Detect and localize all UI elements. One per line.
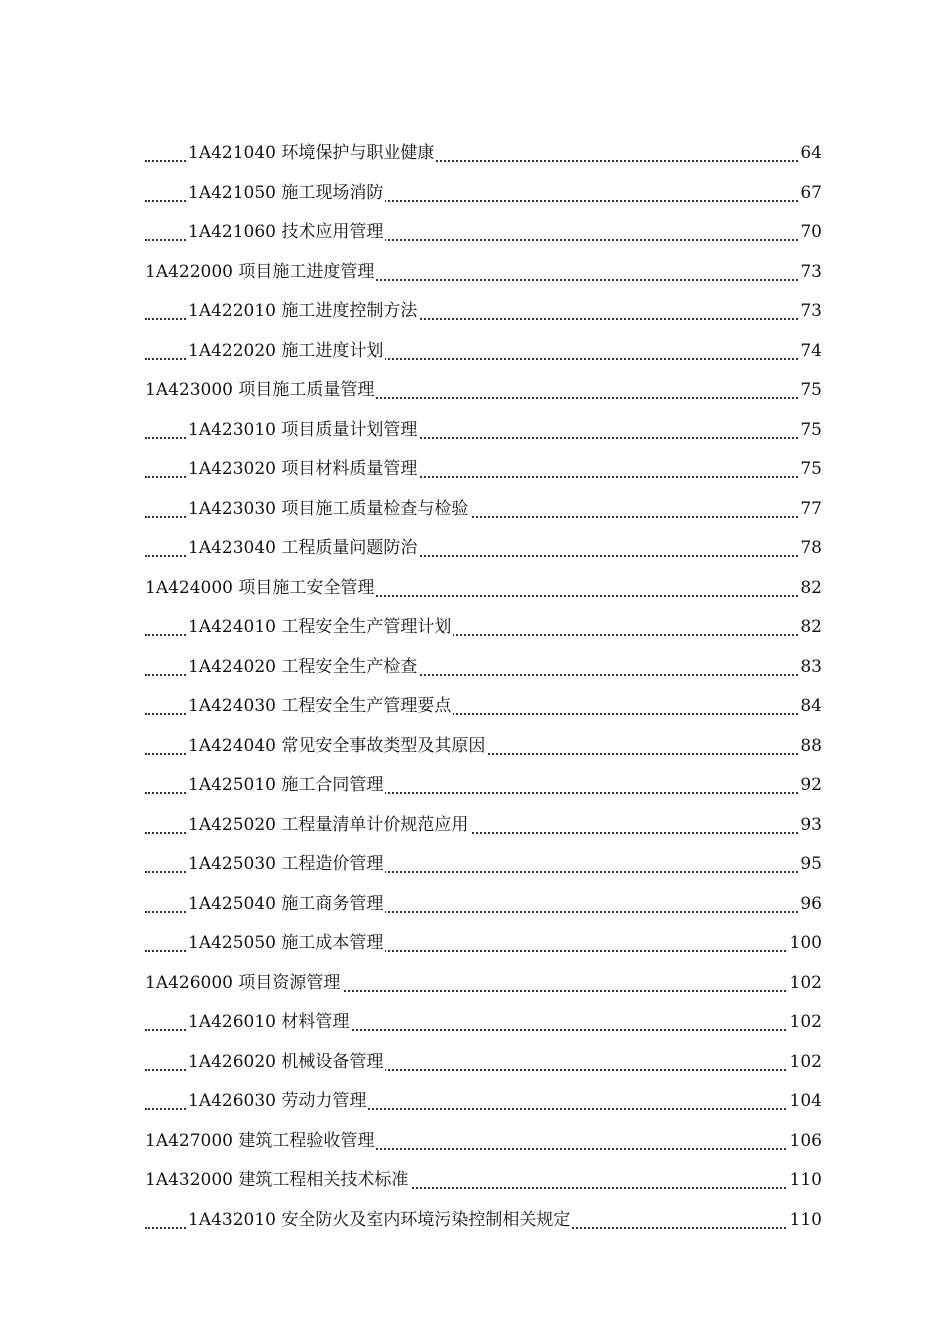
toc-entry-title: 1A432000 建筑工程相关技术标准 — [145, 1161, 410, 1201]
toc-entry-title: 1A424040 常见安全事故类型及其原因 — [188, 727, 487, 767]
toc-entry-page: 67 — [798, 174, 822, 214]
toc-entry-title: 1A423030 项目施工质量检查与检验 — [188, 490, 470, 530]
toc-entry[interactable] — [0, 292, 950, 332]
toc-entry-page: 95 — [798, 845, 822, 885]
toc-entry[interactable] — [0, 687, 950, 727]
toc-entry-page: 84 — [798, 687, 822, 727]
toc-entry-page: 82 — [798, 569, 822, 609]
toc-entry[interactable] — [0, 371, 950, 411]
toc-entry[interactable] — [0, 450, 950, 490]
toc-entry-page: 73 — [798, 253, 822, 293]
toc-entry-page: 96 — [798, 885, 822, 925]
toc-entry-page: 70 — [798, 213, 822, 253]
toc-entry-title: 1A426010 材料管理 — [188, 1003, 351, 1043]
toc-entry-title: 1A425050 施工成本管理 — [188, 924, 385, 964]
toc-entry-page: 102 — [788, 964, 822, 1004]
toc-entry-page: 110 — [788, 1201, 822, 1241]
toc-entry[interactable] — [0, 924, 950, 964]
toc-entry-page: 75 — [798, 411, 822, 451]
toc-entry-title: 1A421060 技术应用管理 — [188, 213, 385, 253]
toc-entry[interactable] — [0, 1082, 950, 1122]
toc-entry-page: 74 — [798, 332, 822, 372]
toc-entry-title: 1A421050 施工现场消防 — [188, 174, 385, 214]
toc-entry-page: 77 — [798, 490, 822, 530]
toc-entry-title: 1A422000 项目施工进度管理 — [145, 253, 376, 293]
toc-entry-title: 1A426020 机械设备管理 — [188, 1043, 385, 1083]
toc-entry-title: 1A421040 环境保护与职业健康 — [188, 134, 436, 174]
toc-entry[interactable] — [0, 134, 950, 174]
toc-entry-page: 75 — [798, 371, 822, 411]
toc-entry[interactable] — [0, 411, 950, 451]
toc-entry-title: 1A424030 工程安全生产管理要点 — [188, 687, 453, 727]
toc-entry[interactable] — [0, 885, 950, 925]
toc-entry[interactable] — [0, 806, 950, 846]
toc-entry-title: 1A423010 项目质量计划管理 — [188, 411, 419, 451]
toc-entry-title: 1A425010 施工合同管理 — [188, 766, 385, 806]
toc-entry-title: 1A422020 施工进度计划 — [188, 332, 385, 372]
toc-entry-title: 1A424010 工程安全生产管理计划 — [188, 608, 453, 648]
toc-entry-title: 1A425040 施工商务管理 — [188, 885, 385, 925]
toc-entry-page: 64 — [798, 134, 822, 174]
toc-entry-page: 75 — [798, 450, 822, 490]
toc-entry[interactable] — [0, 332, 950, 372]
table-of-contents — [0, 134, 950, 1240]
toc-entry[interactable] — [0, 1003, 950, 1043]
toc-entry-title: 1A423000 项目施工质量管理 — [145, 371, 376, 411]
toc-entry-title: 1A425020 工程量清单计价规范应用 — [188, 806, 470, 846]
toc-entry-title: 1A426000 项目资源管理 — [145, 964, 342, 1004]
toc-entry-page: 73 — [798, 292, 822, 332]
toc-entry-page: 92 — [798, 766, 822, 806]
toc-entry[interactable] — [0, 213, 950, 253]
toc-entry[interactable] — [0, 727, 950, 767]
toc-entry-page: 88 — [798, 727, 822, 767]
toc-entry-page: 110 — [788, 1161, 822, 1201]
toc-entry-title: 1A427000 建筑工程验收管理 — [145, 1122, 376, 1162]
toc-entry[interactable] — [0, 174, 950, 214]
toc-entry-page: 83 — [798, 648, 822, 688]
toc-entry-title: 1A422010 施工进度控制方法 — [188, 292, 419, 332]
toc-entry[interactable] — [0, 766, 950, 806]
toc-entry[interactable] — [0, 648, 950, 688]
toc-entry[interactable] — [0, 1201, 950, 1241]
toc-entry[interactable] — [0, 569, 950, 609]
toc-entry[interactable] — [0, 490, 950, 530]
toc-entry-title: 1A424000 项目施工安全管理 — [145, 569, 376, 609]
toc-entry[interactable] — [0, 253, 950, 293]
toc-entry-title: 1A426030 劳动力管理 — [188, 1082, 368, 1122]
toc-entry[interactable] — [0, 845, 950, 885]
toc-entry-title: 1A423040 工程质量问题防治 — [188, 529, 419, 569]
toc-entry-page: 102 — [788, 1043, 822, 1083]
toc-entry[interactable] — [0, 964, 950, 1004]
toc-entry-title: 1A425030 工程造价管理 — [188, 845, 385, 885]
toc-entry-page: 82 — [798, 608, 822, 648]
toc-entry-title: 1A423020 项目材料质量管理 — [188, 450, 419, 490]
toc-entry-page: 106 — [788, 1122, 822, 1162]
toc-entry-page: 100 — [788, 924, 822, 964]
toc-entry-title: 1A424020 工程安全生产检查 — [188, 648, 419, 688]
toc-entry-page: 102 — [788, 1003, 822, 1043]
toc-entry-page: 93 — [798, 806, 822, 846]
toc-entry[interactable] — [0, 1043, 950, 1083]
toc-entry[interactable] — [0, 1161, 950, 1201]
toc-entry[interactable] — [0, 608, 950, 648]
toc-entry[interactable] — [0, 529, 950, 569]
toc-entry-page: 104 — [788, 1082, 822, 1122]
toc-entry[interactable] — [0, 1122, 950, 1162]
toc-entry-title: 1A432010 安全防火及室内环境污染控制相关规定 — [188, 1201, 572, 1241]
toc-entry-page: 78 — [798, 529, 822, 569]
